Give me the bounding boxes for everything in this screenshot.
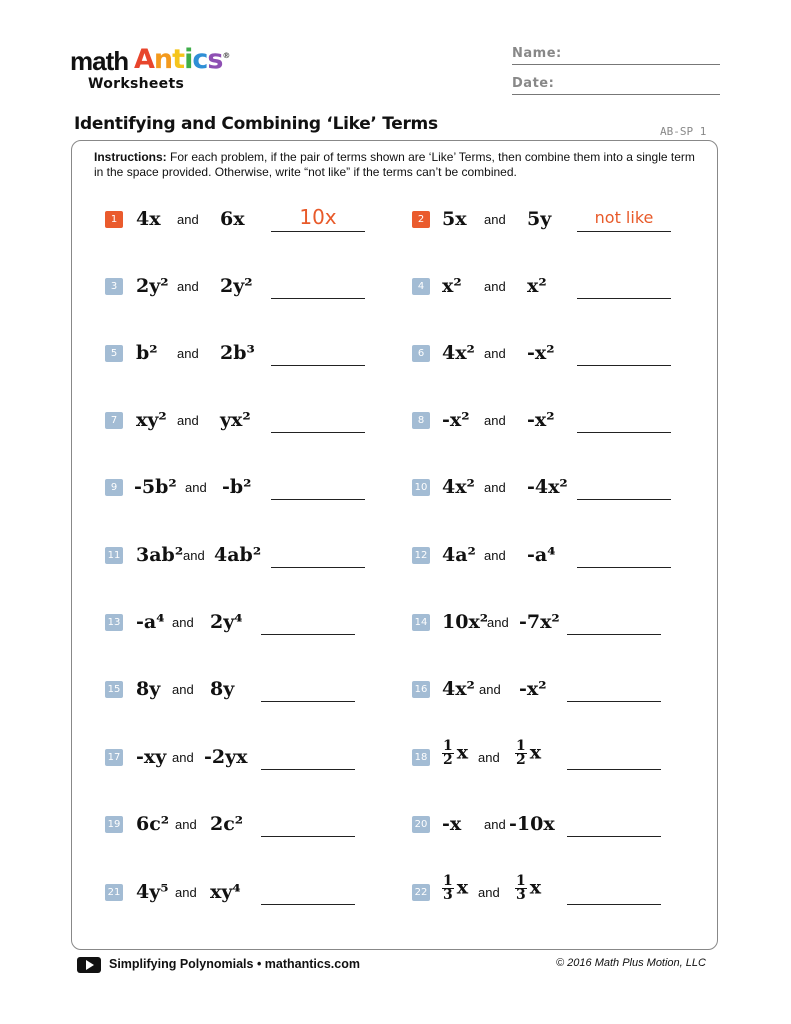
term-b xyxy=(204,746,247,768)
name-field[interactable] xyxy=(512,44,720,65)
and-word: and xyxy=(172,615,194,630)
problem-number-badge: 6 xyxy=(412,345,430,362)
term-a xyxy=(136,409,167,431)
term-a xyxy=(442,740,468,767)
term-text: xy² xyxy=(136,409,167,431)
term-a xyxy=(442,678,475,700)
and-word: and xyxy=(175,885,197,900)
answer-line[interactable] xyxy=(271,499,365,500)
term-b xyxy=(509,813,555,835)
term-a xyxy=(442,409,470,431)
answer-line[interactable] xyxy=(261,836,355,837)
term-a xyxy=(442,476,475,498)
fraction xyxy=(515,875,527,902)
problem-number-badge: 2 xyxy=(412,211,430,228)
footer-copyright: © 2016 Math Plus Motion, LLC xyxy=(556,957,706,969)
term-b xyxy=(527,342,555,364)
logo-letter: c xyxy=(192,44,208,75)
and-word: and xyxy=(484,413,506,428)
name-label: Name: xyxy=(512,46,562,61)
term-text: 10x² xyxy=(442,611,489,633)
term-text: x² xyxy=(527,275,547,297)
fraction xyxy=(515,740,527,767)
answer-text: 10x xyxy=(299,205,337,229)
and-word: and xyxy=(177,212,199,227)
term-a xyxy=(136,342,158,364)
term-b xyxy=(220,409,251,431)
term-b xyxy=(220,342,255,364)
term-text: yx² xyxy=(220,409,251,431)
answer-line[interactable] xyxy=(271,298,365,299)
term-a xyxy=(442,875,468,902)
and-word: and xyxy=(183,548,205,563)
term-text: 2y⁴ xyxy=(210,611,243,633)
and-word: and xyxy=(478,885,500,900)
term-b xyxy=(210,678,234,700)
term-text: 2y² xyxy=(220,275,253,297)
problem-number-badge: 17 xyxy=(105,749,123,766)
term-a xyxy=(442,208,467,230)
term-text: 8y xyxy=(136,678,161,700)
term-text: 3ab² xyxy=(136,544,184,566)
problem-number-badge: 10 xyxy=(412,479,430,496)
worksheet-code: AB-SP 1 xyxy=(660,125,707,138)
instructions xyxy=(94,150,706,180)
problem-number-badge: 3 xyxy=(105,278,123,295)
term-b xyxy=(210,611,243,633)
term-a xyxy=(136,746,166,768)
term-text: x² xyxy=(442,275,462,297)
term-text: 2c² xyxy=(210,813,244,835)
term-text: x xyxy=(529,741,542,764)
term-text: -x xyxy=(442,813,462,835)
term-a xyxy=(442,544,476,566)
problem-number-badge: 4 xyxy=(412,278,430,295)
term-a xyxy=(136,813,169,835)
fraction-numerator: 1 xyxy=(516,738,526,754)
fraction-numerator: 1 xyxy=(443,873,453,889)
answer-line[interactable] xyxy=(577,298,671,299)
and-word: and xyxy=(177,413,199,428)
term-text: 6x xyxy=(220,208,245,230)
problem-number-badge: 12 xyxy=(412,547,430,564)
problem-number-badge: 20 xyxy=(412,816,430,833)
problem-number-badge: 13 xyxy=(105,614,123,631)
answer-line[interactable] xyxy=(271,432,365,433)
term-text: 2b³ xyxy=(220,342,255,364)
term-b xyxy=(527,275,547,297)
and-word: and xyxy=(484,480,506,495)
term-text: 4x² xyxy=(442,342,475,364)
answer-line[interactable] xyxy=(261,634,355,635)
and-word: and xyxy=(177,279,199,294)
answer-line[interactable] xyxy=(577,432,671,433)
term-text: b² xyxy=(136,342,158,364)
term-text: x xyxy=(456,876,469,899)
term-text: x xyxy=(456,741,469,764)
problem-number-badge: 21 xyxy=(105,884,123,901)
logo-letter: A xyxy=(134,44,154,75)
and-word: and xyxy=(484,548,506,563)
answer-line[interactable] xyxy=(577,499,671,500)
term-text: 4x² xyxy=(442,476,475,498)
term-b xyxy=(210,813,243,835)
answer-line[interactable] xyxy=(577,567,671,568)
and-word: and xyxy=(172,750,194,765)
term-b xyxy=(220,208,245,230)
term-text: xy⁴ xyxy=(210,881,241,903)
and-word: and xyxy=(487,615,509,630)
problem-number-badge: 9 xyxy=(105,479,123,496)
answer-line[interactable] xyxy=(567,836,661,837)
instructions-label: Instructions: xyxy=(94,150,167,164)
term-b xyxy=(214,544,261,566)
term-a xyxy=(136,208,161,230)
logo-worksheets-text: Worksheets xyxy=(88,76,185,92)
term-a xyxy=(442,275,462,297)
date-field[interactable] xyxy=(512,74,720,95)
problem-number-badge: 19 xyxy=(105,816,123,833)
problem-number-badge: 1 xyxy=(105,211,123,228)
answer-line[interactable] xyxy=(567,634,661,635)
instructions-text: For each problem, if the pair of terms shown are ‘Like’ Terms, then combine them into a single term in the space provided. Otherwise, write “not like” if the terms can’t be combined. xyxy=(94,150,695,179)
term-b xyxy=(519,678,547,700)
term-text: -7x² xyxy=(519,611,560,633)
term-text: 5x xyxy=(442,208,467,230)
and-word: and xyxy=(484,346,506,361)
and-word: and xyxy=(478,750,500,765)
fraction xyxy=(442,875,454,902)
fraction-denominator: 3 xyxy=(443,887,453,903)
answer-line[interactable] xyxy=(567,904,661,905)
term-text: -a⁴ xyxy=(527,544,556,566)
logo-letter: t xyxy=(172,44,185,75)
term-text: -b² xyxy=(222,476,252,498)
fraction-denominator: 2 xyxy=(516,752,526,768)
term-a xyxy=(134,476,177,498)
answer-line[interactable] xyxy=(577,365,671,366)
fraction xyxy=(442,740,454,767)
fraction-numerator: 1 xyxy=(443,738,453,754)
logo-letter: s xyxy=(207,44,223,75)
logo-math-text: math xyxy=(70,46,129,76)
problem-number-badge: 18 xyxy=(412,749,430,766)
date-label: Date: xyxy=(512,76,555,91)
term-text: 8y xyxy=(210,678,235,700)
play-icon xyxy=(77,957,101,973)
term-text: -xy xyxy=(136,746,167,768)
term-text: 4ab² xyxy=(214,544,262,566)
term-text: 5y xyxy=(527,208,552,230)
term-a xyxy=(442,611,488,633)
term-b xyxy=(519,611,560,633)
fraction-denominator: 2 xyxy=(443,752,453,768)
and-word: and xyxy=(484,279,506,294)
and-word: and xyxy=(185,480,207,495)
problem-number-badge: 7 xyxy=(105,412,123,429)
registered-mark: ® xyxy=(222,51,230,60)
term-b xyxy=(527,208,551,230)
term-b xyxy=(527,476,568,498)
answer-line[interactable] xyxy=(261,904,355,905)
term-text: -x² xyxy=(519,678,547,700)
problem-number-badge: 16 xyxy=(412,681,430,698)
problem-number-badge: 22 xyxy=(412,884,430,901)
term-text: -2yx xyxy=(204,746,248,768)
term-a xyxy=(442,342,475,364)
term-a xyxy=(136,544,183,566)
answer-line[interactable] xyxy=(271,231,365,232)
term-text: -x² xyxy=(527,342,555,364)
and-word: and xyxy=(175,817,197,832)
logo-letter: n xyxy=(153,44,173,75)
term-b xyxy=(527,409,555,431)
term-text: 6c² xyxy=(136,813,170,835)
term-text: -4x² xyxy=(527,476,568,498)
term-text: x xyxy=(529,876,542,899)
term-a xyxy=(136,275,169,297)
term-text: 4a² xyxy=(442,544,476,566)
answer-line[interactable] xyxy=(261,769,355,770)
footer-video-link: Simplifying Polynomials • mathantics.com xyxy=(109,957,360,971)
answer-line[interactable] xyxy=(271,365,365,366)
problem-number-badge: 5 xyxy=(105,345,123,362)
term-text: 2y² xyxy=(136,275,169,297)
term-b xyxy=(515,740,541,767)
answer-line[interactable] xyxy=(567,701,661,702)
term-a xyxy=(136,611,165,633)
problem-number-badge: 11 xyxy=(105,547,123,564)
term-b xyxy=(210,881,241,903)
term-text: 4x² xyxy=(442,678,475,700)
term-text: -5b² xyxy=(134,476,177,498)
term-text: -x² xyxy=(442,409,470,431)
answer-line[interactable] xyxy=(271,567,365,568)
and-word: and xyxy=(479,682,501,697)
and-word: and xyxy=(484,212,506,227)
term-text: 4y⁵ xyxy=(136,881,169,903)
term-a xyxy=(136,881,169,903)
term-a xyxy=(136,678,160,700)
fraction-denominator: 3 xyxy=(516,887,526,903)
answer-line[interactable] xyxy=(261,701,355,702)
fraction-numerator: 1 xyxy=(516,873,526,889)
problem-number-badge: 15 xyxy=(105,681,123,698)
term-text: -10x xyxy=(509,813,555,835)
problem-number-badge: 14 xyxy=(412,614,430,631)
and-word: and xyxy=(172,682,194,697)
logo-letter: i xyxy=(184,44,193,75)
answer-text: not like xyxy=(594,208,654,227)
term-text: -x² xyxy=(527,409,555,431)
and-word: and xyxy=(177,346,199,361)
term-a xyxy=(442,813,461,835)
term-b xyxy=(527,544,556,566)
term-b xyxy=(222,476,252,498)
answer-line[interactable] xyxy=(577,231,671,232)
term-b xyxy=(515,875,541,902)
and-word: and xyxy=(484,817,506,832)
math-antics-logo xyxy=(70,46,230,98)
term-text: -a⁴ xyxy=(136,611,165,633)
problem-number-badge: 8 xyxy=(412,412,430,429)
page-title: Identifying and Combining ‘Like’ Terms xyxy=(74,114,438,134)
answer-line[interactable] xyxy=(567,769,661,770)
term-text: 4x xyxy=(136,208,161,230)
logo-antics-text xyxy=(134,44,229,75)
term-b xyxy=(220,275,253,297)
